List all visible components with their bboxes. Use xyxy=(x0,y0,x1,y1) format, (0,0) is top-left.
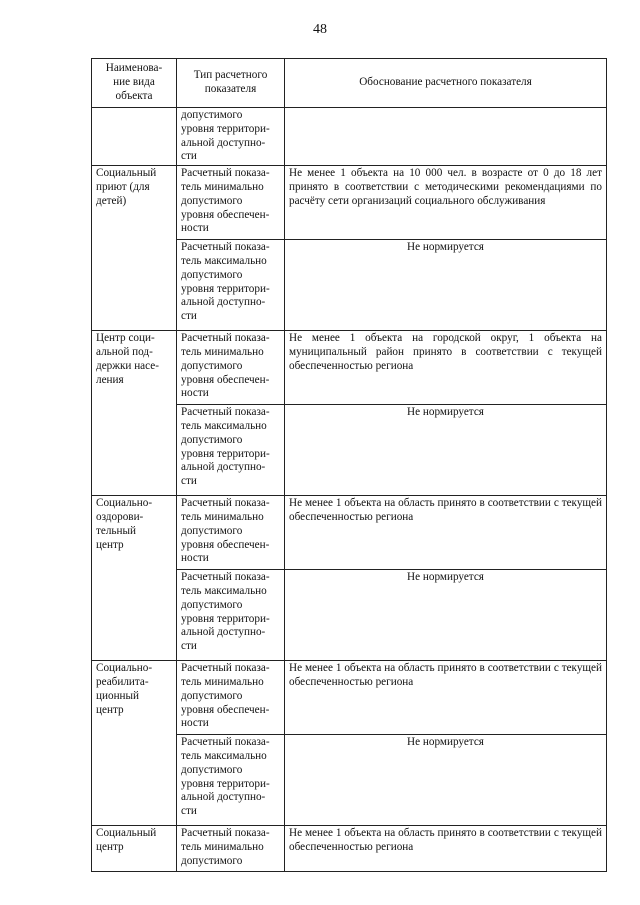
basis-cell: Не менее 1 объекта на область принято в соответствии с текущей обеспеченностью региона xyxy=(285,661,607,735)
indicator-type-cell: Расчетный показа- тель минимально допустимого уровня обеспечен- ности xyxy=(177,496,285,570)
object-cell: Социальный приют (для детей) xyxy=(92,166,177,331)
indicator-type-cell: Расчетный показа- тель минимально допустимого уровня обеспечен- ности xyxy=(177,331,285,405)
table-row xyxy=(92,108,607,166)
basis-cell: Не нормируется xyxy=(285,735,607,826)
table-header-row xyxy=(92,59,607,108)
basis-cell: Не нормируется xyxy=(285,570,607,661)
indicator-type-cell: Расчетный показа- тель максимально допустимого уровня территори- альной доступно- сти xyxy=(177,405,285,496)
header-object-type: Наименова- ние вида объекта xyxy=(92,59,177,108)
table-row xyxy=(92,166,607,240)
object-cell: Социально- реабилита- ционный центр xyxy=(92,661,177,826)
header-indicator-basis: Обоснование расчетного показателя xyxy=(285,59,607,108)
table-row xyxy=(92,331,607,405)
basis-cell: Не менее 1 объекта на городской округ, 1 объекта на муниципальный район принято в соответствии с текущей обеспеченностью региона xyxy=(285,331,607,405)
indicator-type-cell: Расчетный показа- тель максимально допустимого уровня территори- альной доступно- сти xyxy=(177,735,285,826)
basis-cell xyxy=(285,108,607,166)
basis-cell: Не нормируется xyxy=(285,240,607,331)
table-row xyxy=(92,661,607,735)
basis-cell: Не менее 1 объекта на область принято в соответствии с текущей обеспеченностью региона xyxy=(285,826,607,872)
indicator-type-cell: Расчетный показа- тель минимально допустимого уровня обеспечен- ности xyxy=(177,661,285,735)
indicator-type-cell: Расчетный показа- тель максимально допустимого уровня территори- альной доступно- сти xyxy=(177,240,285,331)
basis-cell: Не нормируется xyxy=(285,405,607,496)
object-cell: Социальный центр xyxy=(92,826,177,872)
object-cell xyxy=(92,108,177,166)
table-row xyxy=(92,826,607,872)
object-cell: Центр соци- альной под- держки насе- ления xyxy=(92,331,177,496)
standards-table xyxy=(91,58,607,872)
header-indicator-type: Тип расчетного показателя xyxy=(177,59,285,108)
indicator-type-cell: Расчетный показа- тель минимально допустимого уровня обеспечен- ности xyxy=(177,166,285,240)
table-row xyxy=(92,496,607,570)
indicator-type-cell: Расчетный показа- тель минимально допустимого xyxy=(177,826,285,872)
object-cell: Социально- оздорови- тельный центр xyxy=(92,496,177,661)
basis-cell: Не менее 1 объекта на 10 000 чел. в возрасте от 0 до 18 лет принято в соответствии с методическими рекомендациями по расчёту сети организаций социального обслуживания xyxy=(285,166,607,240)
page-number: 48 xyxy=(313,22,327,37)
indicator-type-cell: Расчетный показа- тель максимально допустимого уровня территори- альной доступно- сти xyxy=(177,570,285,661)
indicator-type-cell: допустимого уровня территори- альной доступно- сти xyxy=(177,108,285,166)
basis-cell: Не менее 1 объекта на область принято в соответствии с текущей обеспеченностью региона xyxy=(285,496,607,570)
